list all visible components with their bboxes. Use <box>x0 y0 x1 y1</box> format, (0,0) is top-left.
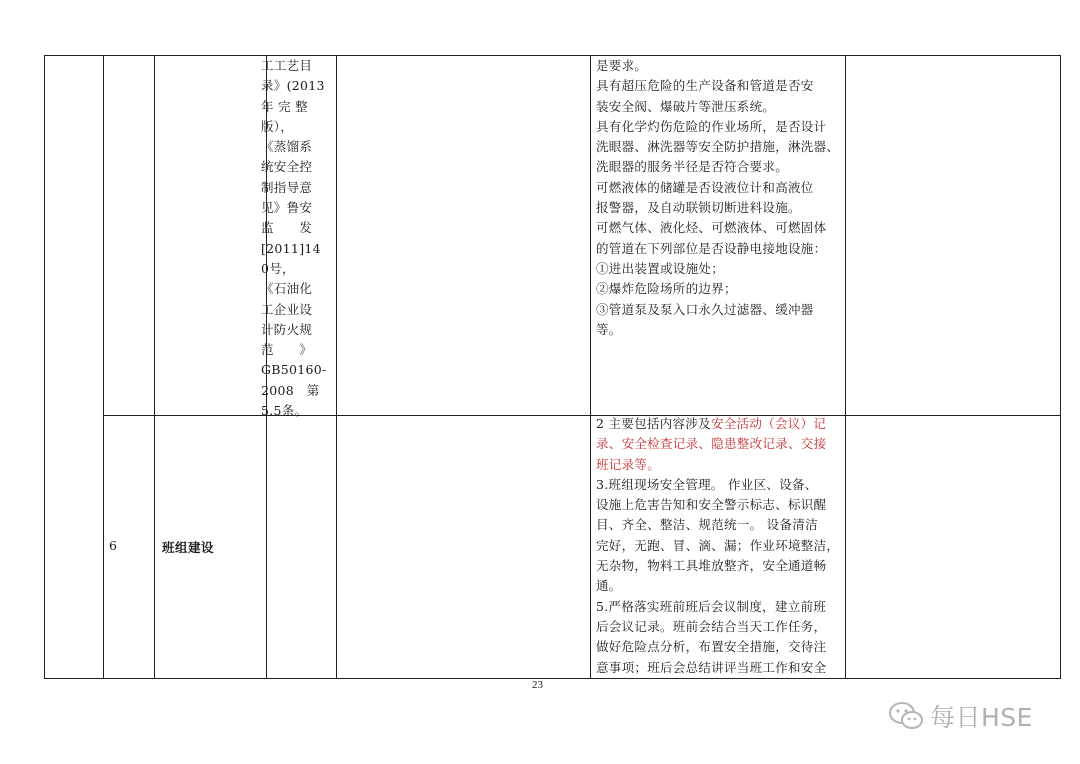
text-line: [2011]14 <box>261 240 321 256</box>
text-line: 做好危险点分析，布置安全措施，交待注 <box>596 639 827 655</box>
column-divider <box>103 56 104 678</box>
basis-cell <box>261 56 327 421</box>
text-line: ①进出装置或设施处； <box>596 260 725 276</box>
text-line: 3.班组现场安全管理。 作业区、设备、 <box>596 476 818 492</box>
content-text: 2 主要包括内容涉及 <box>596 416 711 431</box>
table-border-right <box>1060 56 1061 678</box>
text-line: 工企业设 <box>261 301 313 317</box>
text-line: 录》(2013 <box>261 78 325 94</box>
watermark <box>888 700 1033 732</box>
text-line: 设施上危害告知和安全警示标志、标识醒 <box>596 497 827 513</box>
text-line: 具有超压危险的生产设备和管道是否安 <box>596 78 814 94</box>
text-line: 5.5条。 <box>261 403 308 419</box>
row6-content-cell <box>596 414 844 678</box>
text-line: 可燃气体、液化烃、可燃液体、可燃固体 <box>596 220 827 236</box>
text-line: GB50160- <box>261 362 327 378</box>
text-line: 工工艺目 <box>261 58 313 73</box>
page-number: 23 <box>532 679 543 691</box>
highlight-line: 班记录等。 <box>596 456 661 472</box>
content-cell <box>596 56 842 340</box>
text-line: 计防火规 <box>261 321 313 337</box>
column-divider <box>154 56 155 678</box>
text-line: 目、齐全、整洁、规范统一。 设备清洁 <box>596 517 818 533</box>
text-line: 等。 <box>596 321 622 337</box>
text-line: 后会议记录。班前会结合当天工作任务， <box>596 618 827 634</box>
table <box>44 55 1061 679</box>
text-line: 可燃液体的储罐是否设液位计和高液位 <box>596 179 814 195</box>
text-line: 《石油化 <box>261 281 313 297</box>
text-line: 报警器，及自动联锁切断进料设施。 <box>596 200 801 216</box>
column-divider <box>845 56 846 678</box>
row-divider <box>103 415 1061 416</box>
text-line: ③管道泵及泵入口永久过滤器、缓冲器 <box>596 301 814 317</box>
highlight-text: 安全活动（会议）记 <box>710 416 827 431</box>
text-line: 版）， <box>261 118 294 134</box>
column-divider <box>590 56 591 678</box>
text-line: 范 》 <box>261 342 313 358</box>
text-line: 通。 <box>596 578 622 594</box>
text-line: 监 发 <box>261 220 313 236</box>
text-line: 意事项；班后会总结讲评当班工作和安全 <box>596 659 827 675</box>
text-line: 是要求。 <box>596 58 648 73</box>
row-item-name: 班组建设 <box>162 540 215 555</box>
text-line: 装安全阀、爆破片等泄压系统。 <box>596 98 776 114</box>
text-line: 洗眼器的服务半径是否符合要求。 <box>596 159 789 175</box>
row-number: 6 <box>109 538 117 553</box>
highlight-line: 录、安全检查记录、隐患整改记录、交接 <box>596 436 827 452</box>
watermark-text: 每日HSE <box>930 703 1033 732</box>
text-line: 制指导意 <box>261 179 313 195</box>
text-line: 年 完 整 <box>261 98 308 114</box>
text-line: 完好，无跑、冒、滴、漏；作业环境整洁， <box>596 537 840 553</box>
column-divider <box>336 56 337 678</box>
content-line <box>596 414 844 434</box>
text-line: 见》鲁安 <box>261 200 313 216</box>
wechat-icon <box>888 701 924 731</box>
text-line: 统安全控 <box>261 159 313 175</box>
text-line: 具有化学灼伤危险的作业场所，是否设计 <box>596 118 827 134</box>
text-line: 的管道在下列部位是否设静电接地设施： <box>596 240 827 256</box>
text-line: 5.严格落实班前班后会议制度，建立前班 <box>596 598 827 614</box>
text-line: ②爆炸危险场所的边界； <box>596 281 737 297</box>
text-line: 洗眼器、淋洗器等安全防护措施，淋洗器、 <box>596 139 840 155</box>
text-line: 0号， <box>261 260 295 276</box>
text-line: 《蒸馏系 <box>261 139 313 155</box>
table-border-left <box>44 56 45 678</box>
text-line: 无杂物，物料工具堆放整齐，安全通道畅 <box>596 558 827 574</box>
text-line: 2008 第 <box>261 382 320 398</box>
